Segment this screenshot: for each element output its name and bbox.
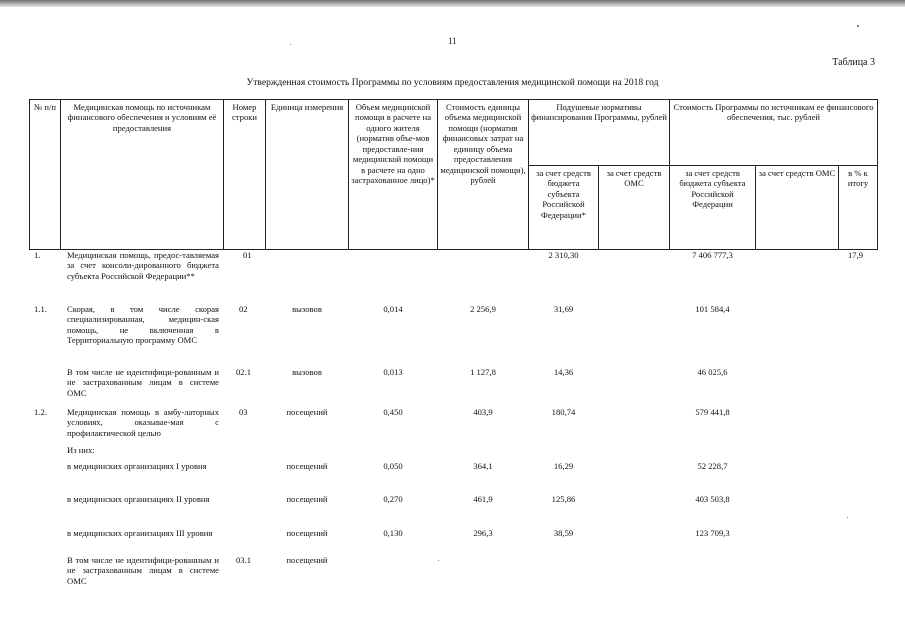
row-2-name: Скорая, в том числе скорая специализированная, медицин-ская помощь, не включенная в Территориальную программу ОМС bbox=[67, 304, 219, 346]
row-2-line: 02 bbox=[239, 304, 248, 314]
row-4-unit: посещений bbox=[286, 407, 328, 417]
row-5-cost: 364,1 bbox=[473, 461, 493, 471]
row-1-percent: 17,9 bbox=[848, 250, 864, 260]
row-4-percap-budget: 180,74 bbox=[551, 407, 576, 417]
header-unit-cost: Стоимость единицы объема медицинской помощи (норматив финансовых затрат на единицу объема предоставления медицинской помощи), рублей bbox=[437, 99, 529, 250]
row-8-unit: посещений bbox=[286, 555, 328, 565]
row-7-program-budget: 123 709,3 bbox=[695, 528, 730, 538]
scan-speck bbox=[290, 44, 291, 45]
header-program-cost: Стоимость Программы по источникам ее финансового обеспечения, тыс. рублей bbox=[669, 99, 878, 166]
row-7-cost: 296,3 bbox=[473, 528, 493, 538]
row-2-number: 1.1. bbox=[34, 304, 47, 314]
row-1-program-budget: 7 406 777,3 bbox=[692, 250, 733, 260]
row-7-name: в медицинских организациях III уровня bbox=[67, 528, 213, 538]
row-4-volume: 0,450 bbox=[383, 407, 403, 417]
scan-top-edge bbox=[0, 0, 905, 7]
row-4-line: 03 bbox=[239, 407, 248, 417]
row-6-volume: 0,270 bbox=[383, 494, 403, 504]
header-program-percent: в % к итогу bbox=[838, 165, 878, 250]
row-5-volume: 0,050 bbox=[383, 461, 403, 471]
row-6-name: в медицинских организациях II уровня bbox=[67, 494, 210, 504]
row-6-percap-budget: 125,86 bbox=[551, 494, 576, 504]
row-2-unit: вызовов bbox=[292, 304, 322, 314]
row-3-cost: 1 127,8 bbox=[470, 367, 496, 377]
row-4-cost: 403,9 bbox=[473, 407, 493, 417]
row-5-program-budget: 52 228,7 bbox=[697, 461, 728, 471]
header-care-type: Медицинская помощь по источникам финансового обеспечения и условиям её предоставления bbox=[60, 99, 224, 250]
row-2-percap-budget: 31,69 bbox=[553, 304, 574, 314]
row-1-name: Медицинская помощь, предос-тавляемая за счет консоли-дированного бюджета субъекта Российской Федерации** bbox=[67, 250, 219, 281]
row-8-line: 03.1 bbox=[236, 555, 252, 565]
row-4-name: Медицинская помощь в амбу-латорных условиях, оказывае-мая с профилактической целью bbox=[67, 407, 219, 438]
row-4-number: 1.2. bbox=[34, 407, 47, 417]
row-6-unit: посещений bbox=[286, 494, 328, 504]
row-7-percap-budget: 38,59 bbox=[553, 528, 574, 538]
row-1-percap-budget: 2 310,30 bbox=[548, 250, 579, 260]
row-3-name: В том числе не идентифици-рованным и не застрахованным лицам в системе ОМС bbox=[67, 367, 219, 398]
row-8-name: В том числе не идентифици-рованным и не застрахованным лицам в системе ОМС bbox=[67, 555, 219, 586]
row-4-program-budget: 579 441,8 bbox=[695, 407, 730, 417]
page-number: 11 bbox=[448, 36, 457, 46]
row-1-number: 1. bbox=[34, 250, 41, 260]
row-6-cost: 461,9 bbox=[473, 494, 493, 504]
row-5-name: в медицинских организациях I уровня bbox=[67, 461, 207, 471]
header-volume: Объем медицинской помощи в расчете на одного жителя (норматив объе-мов предоставле-ния медицинской помощи в расчете на одно застрахованное лицо)* bbox=[348, 99, 438, 250]
row-2-cost: 2 256,9 bbox=[470, 304, 496, 314]
header-line-number: Номер строки bbox=[223, 99, 266, 250]
scan-speck bbox=[847, 517, 848, 518]
header-program-oms: за счет средств ОМС bbox=[755, 165, 839, 250]
document-title: Утвержденная стоимость Программы по условиям предоставления медицинской помощи на 2018 год bbox=[246, 78, 659, 88]
header-unit: Единица измерения bbox=[265, 99, 349, 250]
row-5-percap-budget: 16,29 bbox=[553, 461, 574, 471]
table-label: Таблица 3 bbox=[832, 57, 875, 68]
header-per-capita-budget: за счет средств бюджета субъекта Российской Федерации* bbox=[528, 165, 599, 250]
row-3-program-budget: 46 025,6 bbox=[697, 367, 728, 377]
header-program-budget: за счет средств бюджета субъекта Российской Федерации bbox=[669, 165, 756, 250]
scan-speck bbox=[438, 560, 439, 561]
header-per-capita: Подушевые нормативы финансирования Программы, рублей bbox=[528, 99, 670, 166]
row-4-subheading: Из них: bbox=[67, 445, 95, 455]
row-3-percap-budget: 14,36 bbox=[553, 367, 574, 377]
row-3-volume: 0,013 bbox=[383, 367, 403, 377]
row-5-unit: посещений bbox=[286, 461, 328, 471]
row-7-unit: посещений bbox=[286, 528, 328, 538]
scan-speck bbox=[857, 25, 859, 27]
header-per-capita-oms: за счет средств ОМС bbox=[598, 165, 670, 250]
row-1-line: 01 bbox=[243, 250, 252, 260]
row-3-unit: вызовов bbox=[292, 367, 322, 377]
row-2-volume: 0,014 bbox=[383, 304, 403, 314]
row-7-volume: 0,130 bbox=[383, 528, 403, 538]
row-3-line: 02.1 bbox=[236, 367, 252, 377]
row-2-program-budget: 101 584,4 bbox=[695, 304, 730, 314]
row-6-program-budget: 403 503,8 bbox=[695, 494, 730, 504]
header-row-number: № п/п bbox=[29, 99, 61, 250]
